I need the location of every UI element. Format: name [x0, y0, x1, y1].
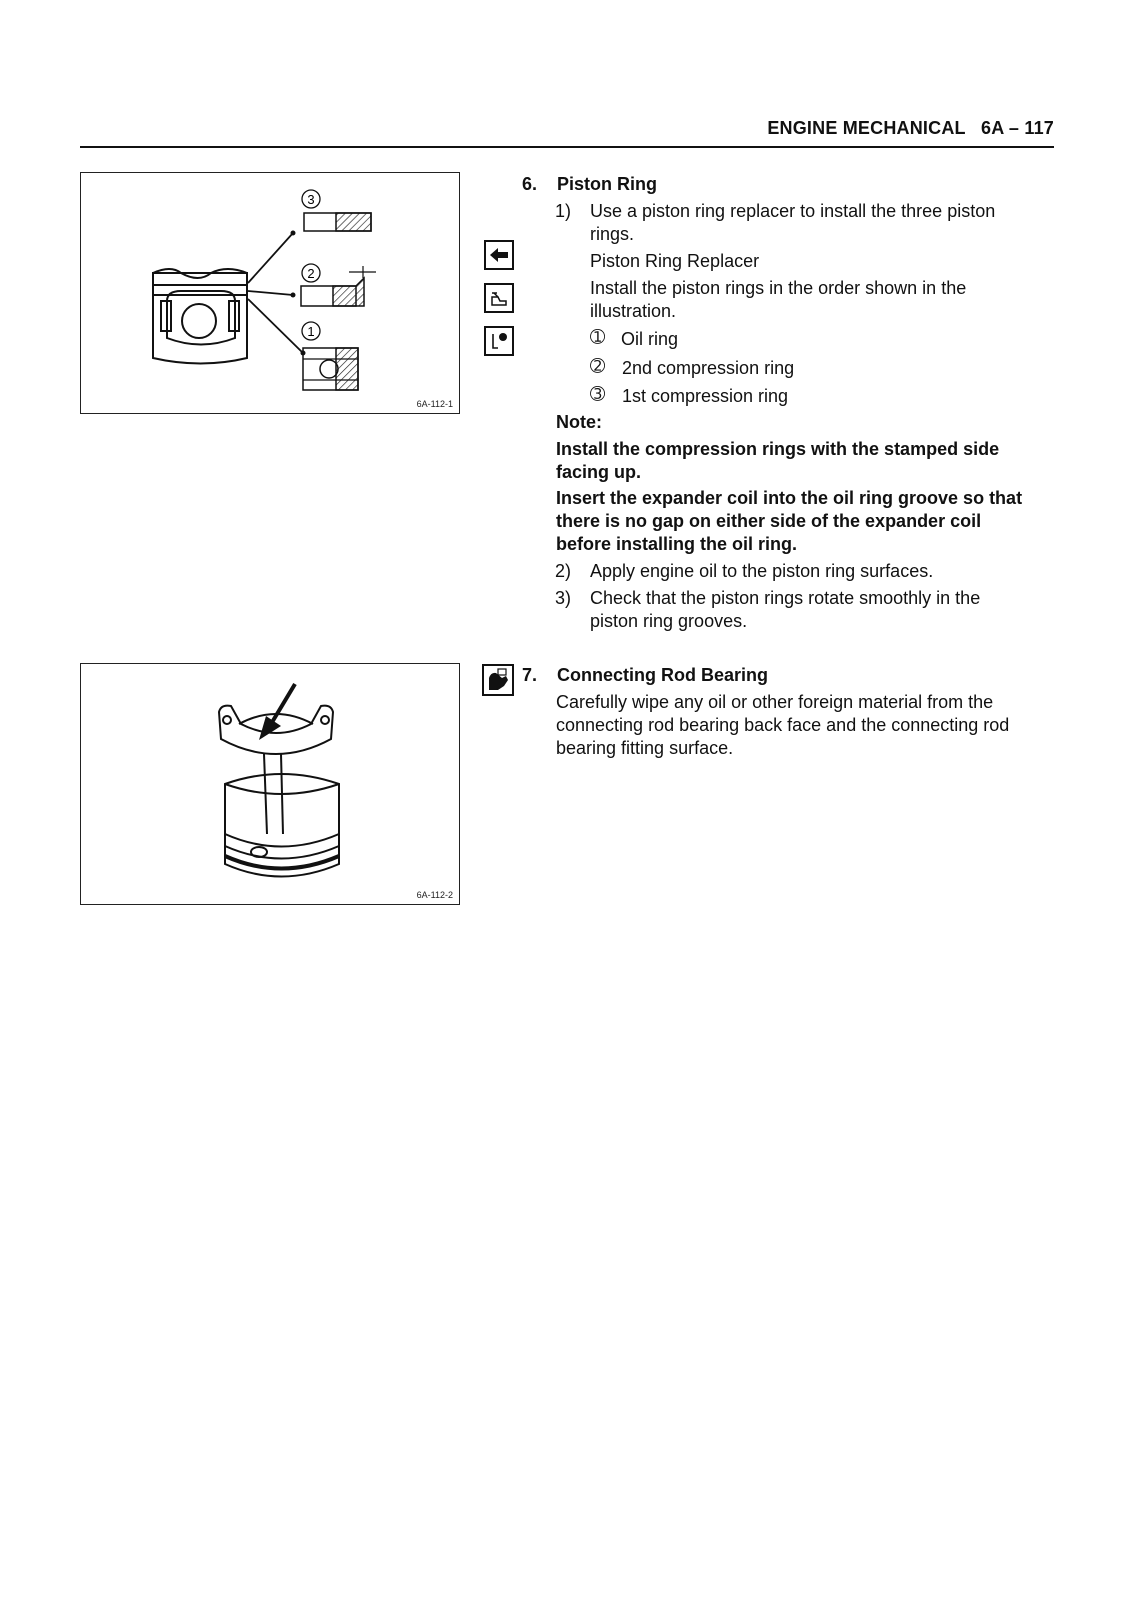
- figure-caption: 6A-112-2: [416, 890, 453, 900]
- label-2: [302, 264, 320, 282]
- mark-direction-icon: [484, 326, 514, 356]
- ring-1st-compression: [304, 213, 371, 231]
- section-number: 7.: [522, 665, 538, 685]
- ring-label: 2nd compression ring: [622, 358, 795, 378]
- step-number: 2): [555, 561, 572, 581]
- svg-text:3: 3: [307, 192, 315, 207]
- note-text: facing up.: [556, 462, 641, 482]
- label-1: [302, 322, 320, 340]
- instruction-text: illustration.: [590, 301, 677, 321]
- note-text: Insert the expander coil into the oil ring groove so that: [556, 488, 1023, 508]
- step-number: 3): [555, 588, 572, 608]
- instruction-text: Install the piston rings in the order shown in the: [590, 278, 967, 298]
- oil-can-icon: [484, 283, 514, 313]
- note-text: Install the compression rings with the stamped side: [556, 439, 1000, 459]
- piston-ring-illustration: [81, 173, 459, 413]
- section-title: Piston Ring: [557, 174, 657, 194]
- step-text: Check that the piston rings rotate smoothly in the: [590, 588, 981, 608]
- step-text: Apply engine oil to the piston ring surfaces.: [590, 561, 934, 581]
- page-title: ENGINE MECHANICAL 6A – 117: [767, 118, 1054, 138]
- note-text: there is no gap on either side of the expander coil: [556, 511, 982, 531]
- ring-marker: ➁: [590, 356, 606, 376]
- note-label: Note:: [556, 412, 602, 432]
- install-arrow-icon: [484, 240, 514, 270]
- section-title: Connecting Rod Bearing: [557, 665, 768, 685]
- page-header: [80, 118, 1054, 148]
- section-number: 6.: [522, 174, 538, 194]
- piston-drawing: [153, 269, 247, 364]
- leader-lines: [248, 233, 303, 353]
- clean-hand-icon: [482, 664, 512, 694]
- ring-label: 1st compression ring: [622, 386, 789, 406]
- svg-text:2: 2: [307, 266, 315, 281]
- body-text: bearing fitting surface.: [556, 738, 734, 758]
- step-text: piston ring grooves.: [590, 611, 748, 631]
- ring-marker: ➀: [590, 327, 606, 347]
- body-text: Carefully wipe any oil or other foreign material from the: [556, 692, 994, 712]
- connecting-rod-illustration: [81, 664, 459, 904]
- arrow-icon: [259, 716, 281, 740]
- svg-text:1: 1: [307, 324, 315, 339]
- ring-label: Oil ring: [621, 329, 679, 349]
- ring-oil: [303, 348, 358, 390]
- body-text: connecting rod bearing back face and the connecting rod: [556, 715, 1010, 735]
- figure-piston-rings: [80, 172, 460, 414]
- tool-name: Piston Ring Replacer: [590, 251, 760, 271]
- ring-marker: ➂: [590, 384, 606, 404]
- step-number: 1): [555, 201, 572, 221]
- note-text: before installing the oil ring.: [556, 534, 798, 554]
- step-text: Use a piston ring replacer to install the three piston: [590, 201, 996, 221]
- label-3: [302, 190, 320, 208]
- figure-connecting-rod-bearing: [80, 663, 460, 905]
- step-text: rings.: [590, 224, 635, 244]
- figure-caption: 6A-112-1: [416, 399, 453, 409]
